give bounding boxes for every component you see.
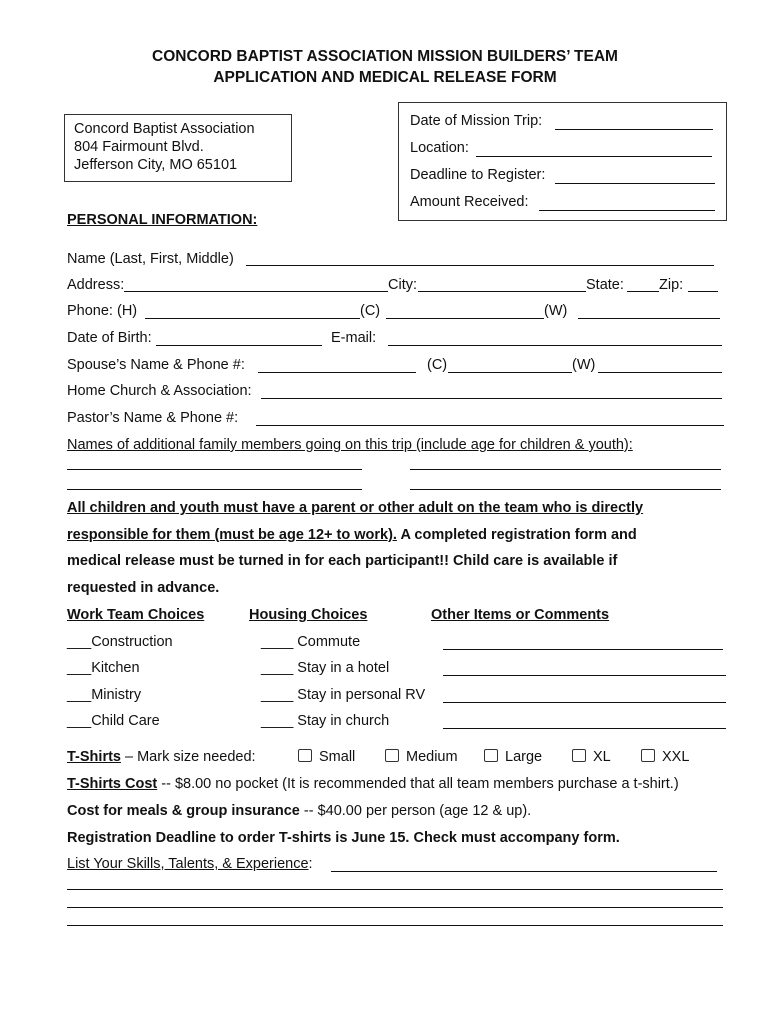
spouse-field[interactable]	[258, 372, 416, 373]
family-members-label: Names of additional family members going on this trip (include age for children & youth):	[67, 437, 633, 453]
meals-cost-text: -- $40.00 per person (age 12 & up).	[299, 803, 532, 819]
size-large-option[interactable]	[484, 749, 542, 765]
phone-cell-label: (C)	[360, 303, 381, 319]
address-label: Address:	[67, 277, 125, 293]
family-field-4[interactable]	[410, 489, 721, 490]
size-medium-option[interactable]	[385, 749, 458, 765]
meals-cost-row	[67, 803, 531, 819]
size-xxl-label: XXL	[662, 749, 690, 765]
dob-label: Date of Birth:	[67, 330, 152, 346]
tshirt-cost-label: T-Shirts Cost	[67, 776, 158, 792]
address-line2: 804 Fairmount Blvd.	[74, 139, 204, 155]
spouse-work-field[interactable]	[598, 372, 722, 373]
form-title-line2: APPLICATION AND MEDICAL RELEASE FORM	[213, 69, 557, 86]
phone-home-label: Phone: (H)	[67, 303, 138, 319]
notice-line2-rest: A completed registration form and	[396, 527, 637, 543]
phone-cell-field[interactable]	[386, 318, 544, 319]
housing-item-rv[interactable]: ____ Stay in personal RV	[261, 687, 426, 703]
notice-line3: medical release must be turned in for each participant!! Child care is available if	[67, 553, 618, 569]
meals-cost-label: Cost for meals & group insurance	[67, 803, 300, 819]
phone-work-label: (W)	[544, 303, 568, 319]
trip-deadline-field[interactable]	[555, 183, 715, 184]
size-small-option[interactable]	[298, 749, 355, 765]
trip-date-field[interactable]	[555, 129, 713, 130]
housing-item-church[interactable]: ____ Stay in church	[261, 713, 390, 729]
address-field[interactable]	[124, 291, 388, 292]
size-xxl-option[interactable]	[641, 749, 689, 765]
registration-deadline-note: Registration Deadline to order T-shirts is June 15. Check must accompany form.	[67, 830, 620, 846]
address-box	[64, 114, 292, 182]
tshirt-cost-row	[67, 776, 679, 792]
notice-line1: All children and youth must have a parent or other adult on the team who is directly	[67, 500, 644, 516]
work-item-child-care[interactable]: ___Child Care	[67, 713, 160, 729]
state-field[interactable]	[627, 291, 659, 292]
trip-amount-label: Amount Received:	[410, 194, 529, 210]
comments-field-4[interactable]	[443, 728, 726, 729]
housing-item-commute[interactable]: ____ Commute	[261, 634, 361, 650]
zip-field[interactable]	[688, 291, 718, 292]
skills-field-4[interactable]	[67, 925, 723, 926]
comments-field-2[interactable]	[443, 675, 726, 676]
size-xxl-checkbox[interactable]	[641, 749, 655, 762]
trip-info-box	[398, 102, 727, 221]
skills-row	[67, 856, 313, 872]
zip-label: Zip:	[659, 277, 684, 293]
size-small-label: Small	[319, 749, 356, 765]
city-field[interactable]	[418, 291, 586, 292]
notice-line2	[67, 527, 637, 543]
personal-info-heading: PERSONAL INFORMATION:	[67, 212, 258, 228]
address-line3: Jefferson City, MO 65101	[74, 157, 238, 173]
church-field[interactable]	[261, 398, 722, 399]
size-medium-checkbox[interactable]	[385, 749, 399, 762]
phone-work-field[interactable]	[578, 318, 720, 319]
family-field-2[interactable]	[410, 469, 721, 470]
notice-line2-underlined: responsible for them (must be age 12+ to work).	[67, 527, 397, 543]
size-large-checkbox[interactable]	[484, 749, 498, 762]
comments-field-1[interactable]	[443, 649, 723, 650]
phone-home-field[interactable]	[145, 318, 360, 319]
work-item-kitchen[interactable]: ___Kitchen	[67, 660, 140, 676]
state-label: State:	[586, 277, 624, 293]
trip-location-field[interactable]	[476, 156, 712, 157]
tshirt-size-row	[67, 749, 256, 765]
skills-field-1[interactable]	[331, 871, 717, 872]
size-small-checkbox[interactable]	[298, 749, 312, 762]
size-xl-checkbox[interactable]	[572, 749, 586, 762]
housing-choices-heading: Housing Choices	[249, 607, 368, 623]
pastor-field[interactable]	[256, 425, 724, 426]
skills-label: List Your Skills, Talents, & Experience	[67, 856, 309, 872]
tshirt-label: T-Shirts	[67, 749, 121, 765]
tshirt-instruction: – Mark size needed:	[120, 749, 256, 765]
size-xl-option[interactable]	[572, 749, 611, 765]
email-label: E-mail:	[331, 330, 377, 346]
name-field[interactable]	[246, 265, 714, 266]
spouse-cell-label: (C)	[427, 357, 448, 373]
other-comments-heading: Other Items or Comments	[431, 607, 610, 623]
address-line1: Concord Baptist Association	[74, 121, 255, 137]
work-choices-heading: Work Team Choices	[67, 607, 205, 623]
spouse-label: Spouse’s Name & Phone #:	[67, 357, 245, 373]
skills-field-2[interactable]	[67, 889, 723, 890]
skills-colon: :	[308, 856, 313, 872]
comments-field-3[interactable]	[443, 702, 726, 703]
spouse-work-label: (W)	[572, 357, 596, 373]
family-field-1[interactable]	[67, 469, 362, 470]
name-label: Name (Last, First, Middle)	[67, 251, 234, 267]
trip-deadline-label: Deadline to Register:	[410, 167, 546, 183]
skills-field-3[interactable]	[67, 907, 723, 908]
dob-field[interactable]	[156, 345, 322, 346]
spouse-cell-field[interactable]	[448, 372, 572, 373]
size-large-label: Large	[505, 749, 543, 765]
notice-line4: requested in advance.	[67, 580, 220, 596]
work-item-construction[interactable]: ___Construction	[67, 634, 173, 650]
size-medium-label: Medium	[406, 749, 458, 765]
tshirt-cost-text: -- $8.00 no pocket (It is recommended that all team members purchase a t-shirt.)	[157, 776, 679, 792]
email-field[interactable]	[388, 345, 722, 346]
trip-location-label: Location:	[410, 140, 469, 156]
city-label: City:	[388, 277, 417, 293]
church-label: Home Church & Association:	[67, 383, 252, 399]
work-item-ministry[interactable]: ___Ministry	[67, 687, 142, 703]
family-field-3[interactable]	[67, 489, 362, 490]
form-title-line1: CONCORD BAPTIST ASSOCIATION MISSION BUILDERS’ TEAM	[152, 48, 618, 65]
housing-item-hotel[interactable]: ____ Stay in a hotel	[261, 660, 390, 676]
trip-date-label: Date of Mission Trip:	[410, 113, 543, 129]
size-xl-label: XL	[593, 749, 611, 765]
pastor-label: Pastor’s Name & Phone #:	[67, 410, 239, 426]
trip-amount-field[interactable]	[539, 210, 715, 211]
